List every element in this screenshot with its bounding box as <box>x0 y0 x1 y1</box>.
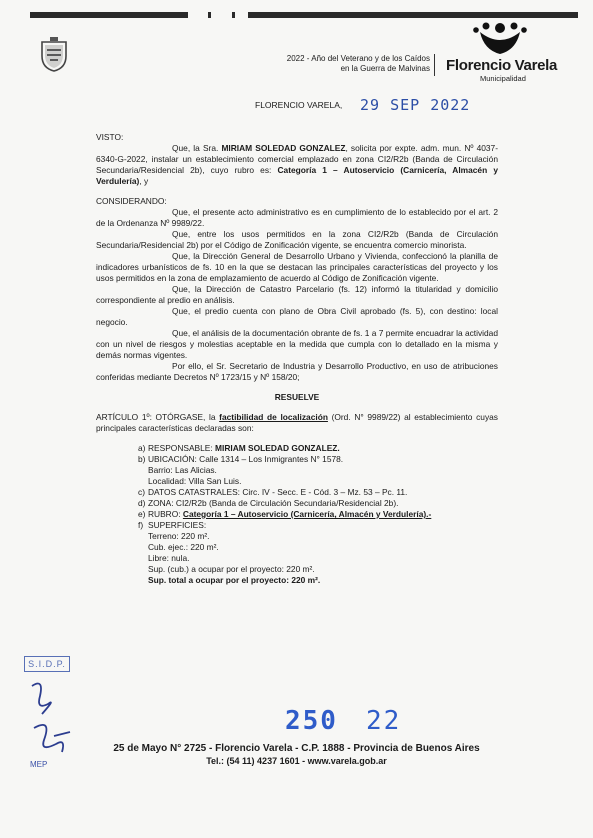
year-motto-line1: 2022 - Año del Veterano y de los Caídos <box>286 54 430 63</box>
superficie-total: Sup. total a ocupar por el proyecto: 220 m². <box>148 575 321 585</box>
catastrales-text: DATOS CATASTRALES: Circ. IV - Secc. E - Cód. 3 – Mz. 53 – Pc. 11. <box>148 487 408 497</box>
list-item <box>96 498 498 509</box>
document-body <box>96 132 498 586</box>
list-item <box>96 520 498 531</box>
applicant-name: MIRIAM SOLEDAD GONZALEZ <box>221 143 346 153</box>
resolution-number: 250 <box>285 706 338 736</box>
list-subitem: Localidad: Villa San Luis. <box>148 476 242 486</box>
considerando-paragraph: Por ello, el Sr. Secretario de Industria y Desarrollo Productivo, en uso de atribuciones conferidas mediante Decretos Nº 1723/15 y Nº 158/20; <box>96 361 498 382</box>
zona-text: ZONA: CI2/R2b (Banda de Circulación Secundaria/Residencial 2b). <box>148 498 399 508</box>
sidp-stamp: S.I.D.P. <box>24 656 70 672</box>
year-motto-line2: en la Guerra de Malvinas <box>340 64 430 73</box>
place-label: FLORENCIO VARELA, <box>255 100 343 110</box>
year-motto <box>240 54 430 74</box>
list-item <box>96 443 498 454</box>
list-key: f) <box>138 520 144 530</box>
ubicacion-text: UBICACIÓN: Calle 1314 – Los Inmigrantes N° 1578. <box>148 454 344 464</box>
footer-contact: Tel.: (54 11) 4237 1601 - www.varela.gob.ar <box>206 756 387 766</box>
articulo-text: ARTÍCULO 1º: OTÓRGASE, la <box>96 412 220 422</box>
top-border-gap <box>188 12 248 18</box>
considerando-paragraph: Que, la Dirección de Catastro Parcelario (fs. 12) informó la titularidad y domicilio correspondiente al predio en análisis. <box>96 284 498 305</box>
visto-paragraph <box>96 143 498 187</box>
florencio-varela-logo-icon <box>470 22 530 56</box>
header-divider <box>434 54 435 76</box>
considerando-paragraph: Que, el análisis de la documentación obrante de fs. 1 a 7 permite encuadrar la actividad con un nivel de riesgos y molestias aceptable en la medida que cumpla con lo detallado en la misma y demás normas vigentes. <box>96 328 498 360</box>
list-key: a) <box>138 443 146 453</box>
footer-address: 25 de Mayo N° 2725 - Florencio Varela - C.P. 1888 - Provincia de Buenos Aires <box>113 743 480 754</box>
resolution-number-stamp <box>285 706 401 736</box>
list-key: c) <box>138 487 145 497</box>
list-label: RUBRO: <box>148 509 183 519</box>
responsable-value: MIRIAM SOLEDAD GONZALEZ. <box>215 443 340 453</box>
superficie-item: Libre: nula. <box>148 553 190 563</box>
superficie-item: Sup. (cub.) a ocupar por el proyecto: 220 m². <box>148 564 315 574</box>
considerando-label: CONSIDERANDO: <box>96 196 167 206</box>
list-key: d) <box>138 498 146 508</box>
logo-name: Florencio Varela <box>446 57 558 74</box>
superficies-text: SUPERFICIES: <box>148 520 207 530</box>
list-key: b) <box>138 454 146 464</box>
resuelve-heading: RESUELVE <box>274 392 320 402</box>
list-label: RESPONSABLE: <box>148 443 216 453</box>
rubro-text: Categoría 1 – Autoservicio (Carnicería, Almacén y Verdulería) <box>96 165 498 186</box>
top-border-line <box>30 12 578 18</box>
articulo-1 <box>96 412 498 434</box>
superficie-item: Terreno: 220 m². <box>148 531 210 541</box>
considerando-paragraph: Que, la Dirección General de Desarrollo Urbano y Vivienda, confeccionó la planilla de indicadores urbanísticos de fs. 10 en la que se destacan las principales características del proyecto y los usos permitidos en la zona de emplazamiento de acuerdo al Código de Zonificación vigente. <box>96 251 498 283</box>
municipal-seal-icon <box>38 36 70 72</box>
considerando-paragraph: Que, el presente acto administrativo es en cumplimiento de lo establecido por el art. 2 de la Ordenanza Nº 9989/22. <box>96 207 498 228</box>
list-item <box>96 509 498 520</box>
visto-text: , y <box>139 176 149 186</box>
visto-text: , solicita por expte. adm. mun. Nº 4037-6340-G-2022, instalar un establecimiento comercial emplazado en zona CI2/R2b (Banda de Circulación Secundaria/Residencial 2b), cuyo rubro es: <box>96 143 498 175</box>
logo-subtitle: Municipalidad <box>480 74 526 83</box>
rubro-value: Categoría 1 – Autoservicio (Carnicería, Almacén y Verdulería).- <box>182 509 432 519</box>
date-stamp: 29 SEP 2022 <box>360 96 471 114</box>
mep-initials: MEP <box>30 760 48 769</box>
considerando-paragraph: Que, el predio cuenta con plano de Obra Civil aprobado (fs. 5), con destino: local negocio. <box>96 306 498 327</box>
resolution-year: 22 <box>365 706 402 736</box>
characteristics-list <box>96 443 498 586</box>
list-subitem: Barrio: Las Alicias. <box>148 465 217 475</box>
list-key: e) <box>138 509 146 519</box>
superficie-item: Cub. ejec.: 220 m². <box>148 542 219 552</box>
factibilidad-text: factibilidad de localización <box>219 412 328 422</box>
visto-label: VISTO: <box>96 132 124 142</box>
articulo-text: (Ord. N° 9989/22) al establecimiento cuyas principales características declaradas son: <box>96 412 498 433</box>
considerando-paragraph: Que, entre los usos permitidos en la zona CI2/R2b (Banda de Circulación Secundaria/Residencial 2b) por el Código de Zonificación vigente, se encuentra comercio minorista. <box>96 229 498 250</box>
list-item <box>96 487 498 498</box>
visto-text: Que, la Sra. <box>172 143 222 153</box>
list-item <box>96 454 498 465</box>
